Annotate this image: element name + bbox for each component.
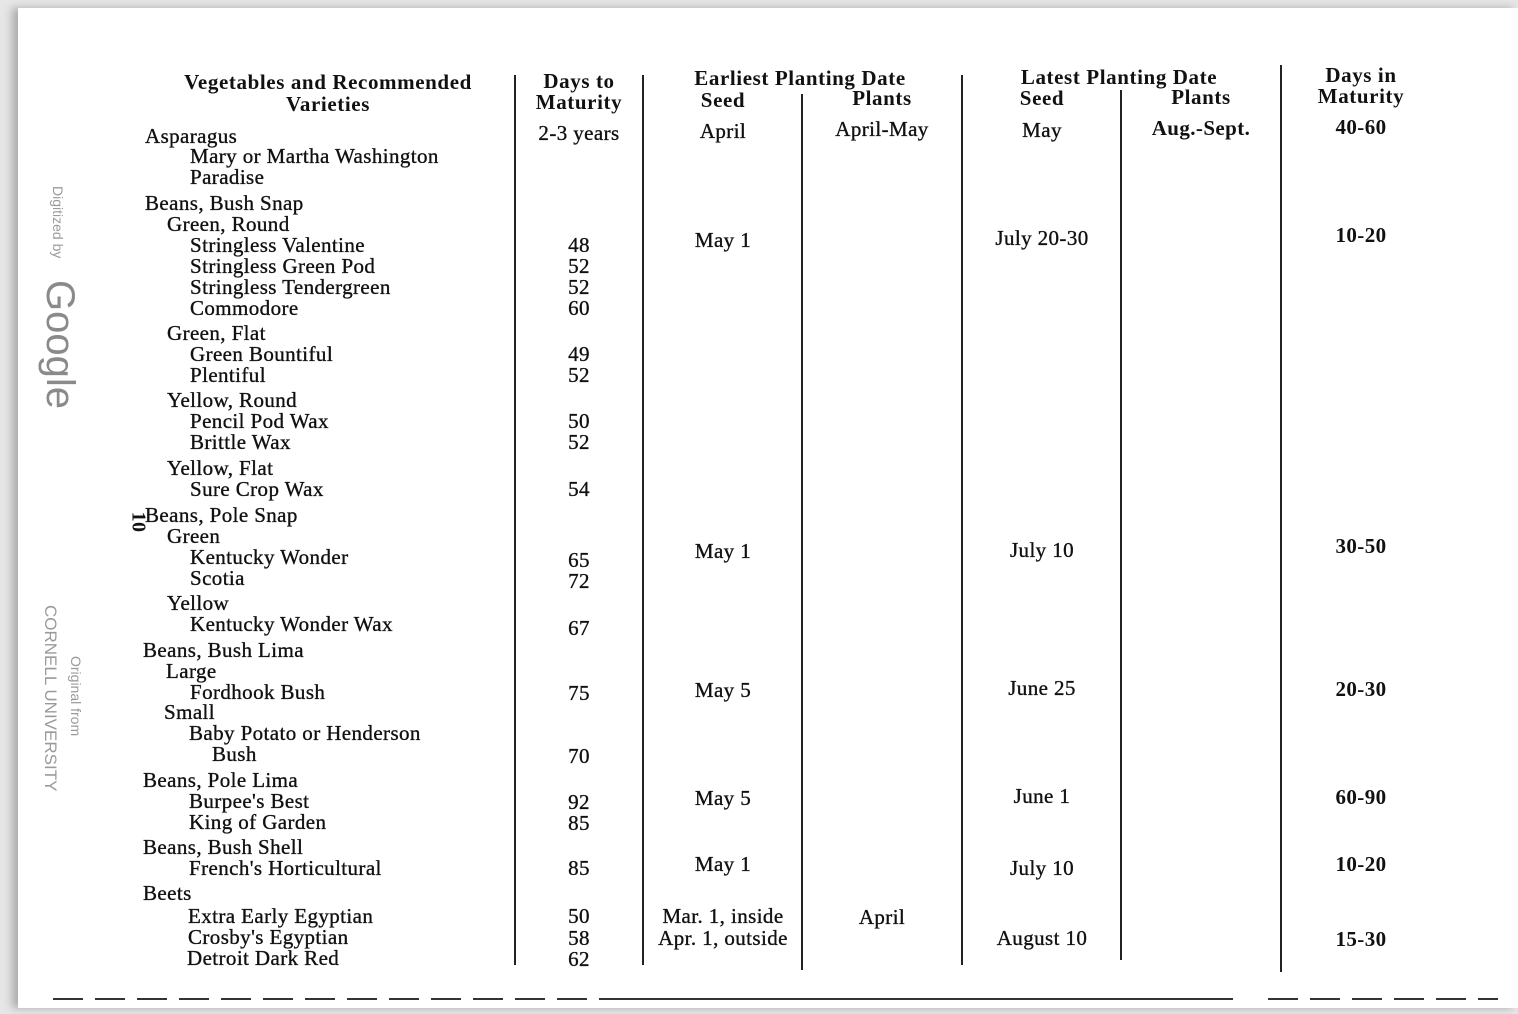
header-earliest: Earliest Planting Date	[694, 66, 906, 90]
days-in-maturity-cell: 30-50	[1335, 534, 1387, 558]
variety-name: Sure Crop Wax	[190, 477, 324, 501]
variety-name: Kentucky Wonder Wax	[190, 612, 393, 636]
watermark-digitized-by: Digitized by	[50, 186, 66, 259]
column-divider	[514, 75, 516, 965]
latest-seed-cell: July 20-30	[995, 226, 1089, 250]
variety-name: Fordhook Bush	[190, 680, 326, 704]
column-divider	[961, 75, 963, 965]
variety-name: Green	[167, 524, 221, 548]
bottom-rule	[613, 998, 1233, 1000]
column-divider	[642, 75, 644, 965]
days-in-maturity-cell: 15-30	[1335, 927, 1387, 951]
days-to-maturity-cell: 48	[568, 233, 590, 257]
header-earliest-seed: Seed	[700, 88, 746, 112]
variety-name: Stringless Valentine	[190, 233, 366, 257]
earliest-seed-cell: May 5	[694, 678, 752, 702]
variety-name: Large	[166, 659, 217, 683]
days-in-maturity-cell: 60-90	[1335, 785, 1387, 809]
variety-name: Extra Early Egyptian	[188, 904, 374, 928]
variety-name: Mary or Martha Washington	[190, 144, 439, 168]
header-latest: Latest Planting Date	[1020, 65, 1218, 89]
page-number: 10	[127, 511, 150, 533]
variety-name: Beans, Bush Snap	[145, 191, 304, 215]
header-varieties: Vegetables and Recommended	[184, 70, 472, 94]
days-in-maturity-cell: 20-30	[1335, 677, 1387, 701]
variety-name: Beans, Bush Shell	[143, 835, 304, 859]
days-to-maturity-cell: 70	[568, 744, 590, 768]
days-to-maturity-cell: 60	[568, 296, 590, 320]
variety-name: Green, Flat	[167, 321, 266, 345]
earliest-seed-cell: May 1	[694, 852, 752, 876]
variety-name: Small	[164, 700, 216, 724]
bottom-rule	[53, 998, 613, 1000]
variety-name: Stringless Tendergreen	[190, 275, 391, 299]
days-to-maturity-cell: 54	[568, 477, 590, 501]
days-in-maturity-cell: 10-20	[1335, 223, 1387, 247]
variety-name: Baby Potato or Henderson	[189, 721, 421, 745]
variety-name: Brittle Wax	[190, 430, 291, 454]
variety-name: Crosby's Egyptian	[188, 925, 349, 949]
days-to-maturity-cell: 52	[568, 254, 590, 278]
column-divider	[801, 94, 803, 970]
latest-seed-cell: August 10	[996, 926, 1088, 950]
earliest-seed-cell: May 5	[694, 786, 752, 810]
variety-name: Beans, Pole Snap	[145, 503, 298, 527]
latest-seed-cell: May	[1022, 118, 1062, 142]
variety-name: Burpee's Best	[189, 789, 310, 813]
latest-seed-cell: June 1	[1013, 784, 1071, 808]
variety-name: Commodore	[190, 296, 299, 320]
earliest-seed-cell: Apr. 1, outside	[658, 926, 788, 950]
days-to-maturity-cell: 92	[568, 790, 590, 814]
days-in-maturity-cell: 40-60	[1335, 115, 1387, 139]
latest-plants-cell: Aug.-Sept.	[1151, 116, 1251, 140]
variety-name: Bush	[212, 742, 257, 766]
variety-name: Pencil Pod Wax	[190, 409, 329, 433]
header-days-2: Maturity	[535, 90, 623, 114]
watermark-institution: CORNELL UNIVERSITY	[41, 605, 60, 792]
header-latest-plants: Plants	[1171, 85, 1231, 109]
variety-name: Beans, Pole Lima	[143, 768, 299, 792]
variety-name: King of Garden	[189, 810, 327, 834]
earliest-plants-cell: April	[858, 905, 906, 929]
column-divider	[1280, 65, 1282, 972]
variety-name: Kentucky Wonder	[190, 545, 349, 569]
watermark-original-from: Original from	[68, 656, 84, 737]
header-earliest-plants: Plants	[852, 86, 912, 110]
days-to-maturity-cell: 67	[568, 616, 590, 640]
variety-name: Beans, Bush Lima	[143, 638, 304, 662]
days-to-maturity-cell: 2-3 years	[538, 121, 620, 145]
variety-name: Scotia	[190, 566, 245, 590]
bottom-rule	[1268, 998, 1498, 1000]
document-page	[18, 8, 1518, 1008]
earliest-plants-cell: April-May	[835, 117, 929, 141]
variety-name: French's Horticultural	[189, 856, 382, 880]
days-to-maturity-cell: 50	[568, 904, 590, 928]
earliest-seed-cell: May 1	[694, 539, 752, 563]
days-to-maturity-cell: 58	[568, 926, 590, 950]
variety-name: Yellow, Round	[167, 388, 298, 412]
earliest-seed-cell: April	[699, 119, 747, 143]
variety-name: Stringless Green Pod	[190, 254, 376, 278]
days-to-maturity-cell: 52	[568, 430, 590, 454]
days-to-maturity-cell: 72	[568, 569, 590, 593]
days-to-maturity-cell: 85	[568, 811, 590, 835]
variety-name: Green Bountiful	[190, 342, 334, 366]
variety-name: Beets	[143, 881, 192, 905]
header-days: Days to	[543, 69, 615, 93]
variety-name: Green, Round	[167, 212, 290, 236]
variety-name: Plentiful	[190, 363, 266, 387]
google-logo: Google	[38, 280, 82, 409]
column-divider	[1120, 90, 1122, 960]
days-to-maturity-cell: 65	[568, 548, 590, 572]
days-to-maturity-cell: 50	[568, 409, 590, 433]
variety-name: Detroit Dark Red	[187, 946, 340, 970]
days-to-maturity-cell: 75	[568, 681, 590, 705]
latest-seed-cell: July 10	[1009, 856, 1075, 880]
latest-seed-cell: June 25	[1008, 676, 1076, 700]
variety-name: Yellow	[167, 591, 230, 615]
variety-name: Asparagus	[145, 124, 238, 148]
days-to-maturity-cell: 52	[568, 363, 590, 387]
earliest-seed-cell: May 1	[694, 228, 752, 252]
variety-name: Paradise	[190, 165, 265, 189]
header-days-in: Days in	[1325, 63, 1397, 87]
days-to-maturity-cell: 85	[568, 856, 590, 880]
days-in-maturity-cell: 10-20	[1335, 852, 1387, 876]
days-to-maturity-cell: 52	[568, 275, 590, 299]
days-to-maturity-cell: 62	[568, 947, 590, 971]
latest-seed-cell: July 10	[1009, 538, 1075, 562]
header-latest-seed: Seed	[1019, 86, 1065, 110]
variety-name: Yellow, Flat	[167, 456, 274, 480]
earliest-seed-cell: Mar. 1, inside	[662, 904, 784, 928]
header-days-in-2: Maturity	[1317, 84, 1405, 108]
header-varieties-2: Varieties	[286, 92, 370, 116]
days-to-maturity-cell: 49	[568, 342, 590, 366]
